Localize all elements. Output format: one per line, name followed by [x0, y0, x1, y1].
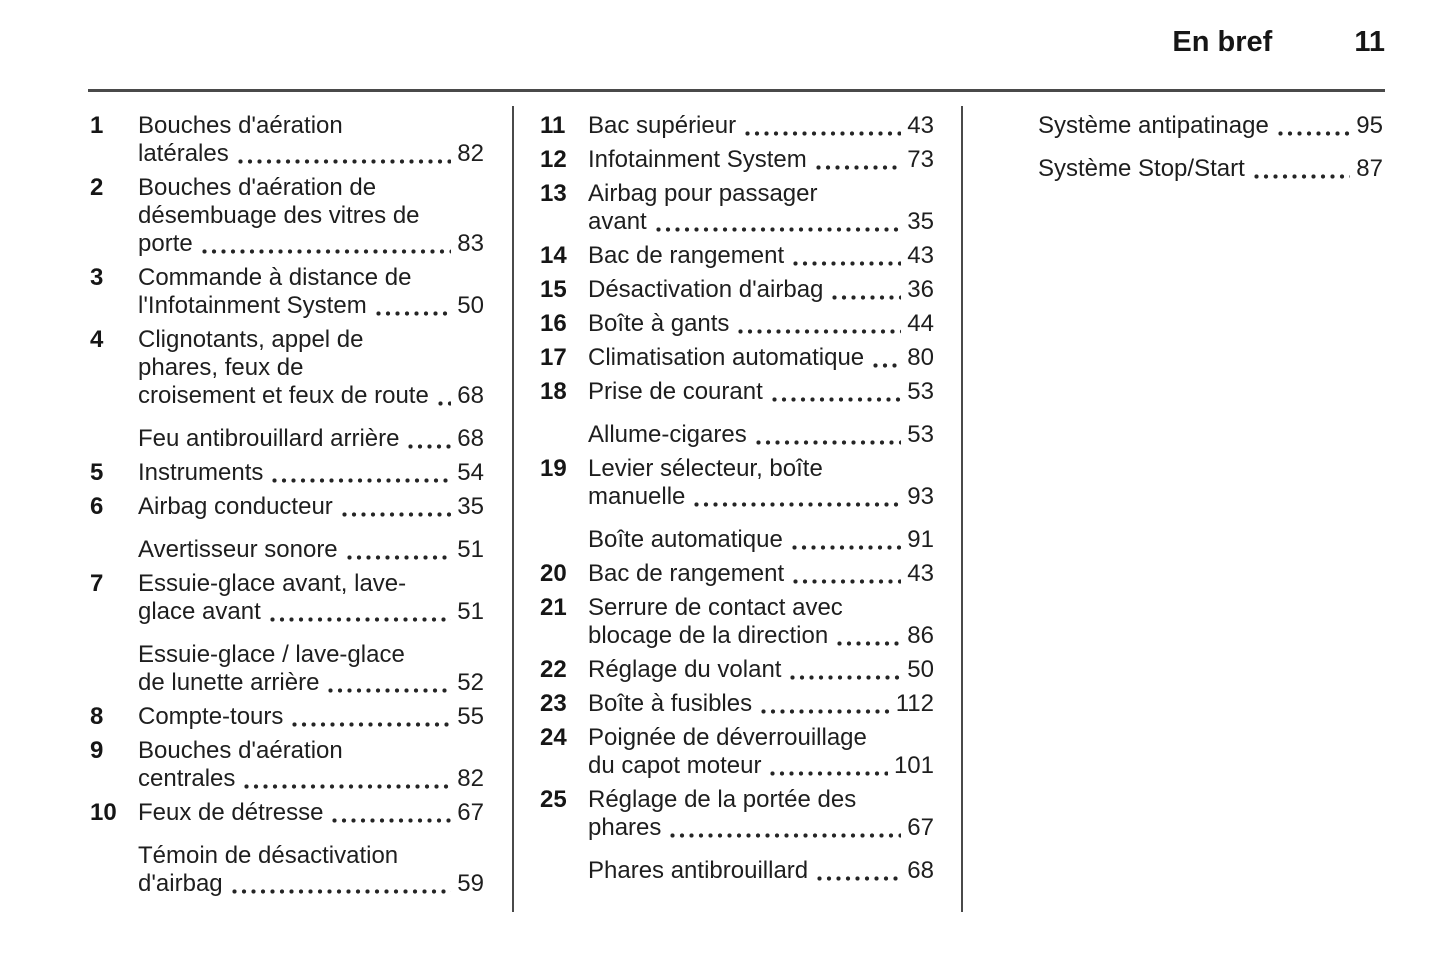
entry-text-line: Essuie-glace / lave-glace	[138, 641, 405, 668]
entry-body	[138, 326, 484, 410]
entry-last-line	[138, 870, 484, 898]
page-header	[1172, 26, 1385, 59]
entry-body	[588, 146, 934, 174]
entry-last-line	[588, 378, 934, 406]
entry-body	[138, 493, 484, 521]
toc-entry	[540, 724, 934, 780]
entry-body	[588, 656, 934, 684]
dot-leader	[745, 131, 901, 136]
entry-text-line: latérales	[138, 140, 229, 167]
entry-number: 13	[540, 180, 567, 207]
entry-number: 11	[540, 112, 566, 139]
entry-text-line: Clignotants, appel de	[138, 326, 364, 353]
entry-body	[588, 724, 934, 780]
toc-entry	[540, 378, 934, 406]
entry-text-line: Boîte automatique	[588, 526, 783, 553]
dot-leader	[347, 555, 452, 560]
toc-entry	[540, 560, 934, 588]
entry-body	[138, 425, 484, 453]
entry-number: 25	[540, 786, 567, 813]
entry-text-line: Airbag conducteur	[138, 493, 333, 520]
dot-leader	[816, 165, 902, 170]
toc-entry	[90, 536, 484, 564]
toc-entry	[540, 276, 934, 304]
entry-number: 9	[90, 737, 104, 764]
entry-page-number: 87	[1356, 155, 1383, 182]
entry-last-line	[588, 421, 934, 449]
entry-last-line	[588, 752, 934, 780]
entry-page-number: 43	[907, 560, 934, 587]
dot-leader	[292, 722, 451, 727]
entry-last-line	[588, 483, 934, 511]
entry-number: 1	[90, 112, 104, 139]
entry-last-line	[138, 140, 484, 168]
toc-column-2	[540, 112, 934, 885]
entry-number	[90, 842, 138, 898]
entry-body	[588, 786, 934, 842]
toc-entry	[90, 174, 484, 258]
entry-body	[1038, 112, 1383, 140]
dot-leader	[376, 311, 452, 316]
entry-body	[138, 737, 484, 793]
entry-page-number: 52	[457, 669, 484, 696]
entry-number: 8	[90, 703, 104, 730]
entry-page-number: 51	[457, 598, 484, 625]
entry-body	[138, 641, 484, 697]
column-divider-2	[961, 106, 963, 912]
dot-leader	[342, 512, 452, 517]
entry-text-line: Infotainment System	[588, 146, 807, 173]
dot-leader	[244, 784, 451, 789]
entry-last-line	[588, 208, 934, 236]
entry-last-line	[588, 344, 934, 372]
dot-leader	[1278, 131, 1350, 136]
entry-body	[588, 344, 934, 372]
dot-leader	[738, 329, 901, 334]
entry-page-number: 93	[907, 483, 934, 510]
entry-text-line: Bouches d'aération	[138, 112, 343, 139]
entry-body	[588, 690, 934, 718]
entry-text-line: porte	[138, 230, 193, 257]
entry-text-line: Feux de détresse	[138, 799, 324, 826]
section-title: En bref	[1172, 26, 1273, 58]
dot-leader	[272, 478, 451, 483]
entry-body	[138, 536, 484, 564]
entry-page-number: 54	[457, 459, 484, 486]
toc-entry	[90, 570, 484, 626]
dot-leader	[408, 444, 451, 449]
entry-number: 2	[90, 174, 104, 201]
entry-number	[990, 112, 1038, 140]
entry-body	[138, 570, 484, 626]
entry-last-line	[138, 669, 484, 697]
entry-text-line: Instruments	[138, 459, 264, 486]
entry-page-number: 83	[457, 230, 484, 257]
entry-last-line	[588, 310, 934, 338]
entry-text-line: phares	[588, 814, 662, 841]
toc-entry	[540, 690, 934, 718]
entry-text-line: Témoin de désactivation	[138, 842, 399, 869]
entry-number: 10	[90, 799, 117, 826]
entry-text-line: Avertisseur sonore	[138, 536, 338, 563]
entry-last-line	[588, 276, 934, 304]
entry-number: 16	[540, 310, 567, 337]
dot-leader	[332, 818, 451, 823]
entry-text-line: Bac supérieur	[588, 112, 737, 139]
entry-last-line	[1038, 112, 1383, 140]
dot-leader	[790, 675, 901, 680]
dot-leader	[656, 227, 902, 232]
dot-leader	[328, 688, 451, 693]
entry-page-number: 43	[907, 242, 934, 269]
entry-last-line	[138, 459, 484, 487]
toc-entry	[90, 703, 484, 731]
entry-last-line	[588, 146, 934, 174]
entry-page-number: 91	[907, 526, 934, 553]
toc-entry	[540, 180, 934, 236]
entry-text-line: centrales	[138, 765, 236, 792]
entry-page-number: 68	[457, 382, 484, 409]
toc-entry	[90, 425, 484, 453]
entry-last-line	[588, 526, 934, 554]
dot-leader	[270, 617, 452, 622]
dot-leader	[438, 401, 451, 406]
entry-text-line: avant	[588, 208, 647, 235]
entry-number: 15	[540, 276, 567, 303]
entry-last-line	[588, 622, 934, 650]
entry-text-line: Climatisation automatique	[588, 344, 865, 371]
dot-leader	[837, 641, 901, 646]
entry-body	[1038, 155, 1383, 183]
entry-last-line	[138, 765, 484, 793]
entry-body	[588, 310, 934, 338]
entry-last-line	[588, 690, 934, 718]
entry-page-number: 53	[907, 378, 934, 405]
toc-entry	[90, 326, 484, 410]
entry-last-line	[138, 230, 484, 258]
entry-page-number: 95	[1356, 112, 1383, 139]
entry-page-number: 101	[893, 752, 934, 779]
entry-text-line: Serrure de contact avec	[588, 594, 843, 621]
entry-text-line: manuelle	[588, 483, 686, 510]
entry-page-number: 35	[907, 208, 934, 235]
dot-leader	[202, 249, 452, 254]
entry-text-line: d'airbag	[138, 870, 223, 897]
entry-body	[588, 421, 934, 449]
toc-entry	[540, 112, 934, 140]
entry-number: 14	[540, 242, 567, 269]
entry-text-line: Compte-tours	[138, 703, 284, 730]
entry-last-line	[138, 493, 484, 521]
toc-entry	[540, 656, 934, 684]
entry-text-line: Essuie-glace avant, lave-	[138, 570, 407, 597]
toc-entry	[540, 146, 934, 174]
toc-entry	[90, 737, 484, 793]
dot-leader	[770, 771, 888, 776]
entry-number: 7	[90, 570, 104, 597]
entry-body	[588, 526, 934, 554]
entry-body	[138, 799, 484, 827]
entry-number	[90, 425, 138, 453]
entry-number	[540, 526, 588, 554]
entry-text-line: Bouches d'aération	[138, 737, 343, 764]
dot-leader	[761, 709, 890, 714]
entry-number: 6	[90, 493, 104, 520]
entry-last-line	[588, 242, 934, 270]
entry-last-line	[138, 425, 484, 453]
entry-page-number: 59	[457, 870, 484, 897]
entry-page-number: 68	[907, 857, 934, 884]
entry-last-line	[588, 560, 934, 588]
dot-leader	[694, 502, 901, 507]
entry-text-line: Bac de rangement	[588, 242, 785, 269]
entry-last-line	[588, 112, 934, 140]
toc-entry	[540, 786, 934, 842]
entry-number: 21	[540, 594, 567, 621]
entry-last-line	[588, 656, 934, 684]
dot-leader	[1254, 174, 1351, 179]
page-number: 11	[1354, 26, 1385, 58]
entry-text-line: Désactivation d'airbag	[588, 276, 824, 303]
entry-text-line: l'Infotainment System	[138, 292, 367, 319]
toc-entry	[90, 799, 484, 827]
dot-leader	[832, 295, 901, 300]
entry-text-line: Commande à distance de	[138, 264, 412, 291]
entry-page-number: 67	[457, 799, 484, 826]
toc-entry	[990, 155, 1383, 183]
entry-text-line: Prise de courant	[588, 378, 763, 405]
toc-entry	[540, 857, 934, 885]
entry-last-line	[588, 857, 934, 885]
entry-body	[138, 459, 484, 487]
entry-text-line: Boîte à gants	[588, 310, 730, 337]
toc-entry	[540, 526, 934, 554]
entry-last-line	[588, 814, 934, 842]
entry-body	[588, 112, 934, 140]
toc-column-1	[90, 112, 484, 898]
dot-leader	[793, 579, 901, 584]
entry-body	[588, 560, 934, 588]
entry-number: 18	[540, 378, 567, 405]
entry-text-line: Poignée de déverrouillage	[588, 724, 867, 751]
toc-entry	[990, 112, 1383, 140]
entry-text-line: Feu antibrouillard arrière	[138, 425, 400, 452]
entry-text-line: blocage de la direction	[588, 622, 829, 649]
entry-body	[138, 703, 484, 731]
header-rule	[88, 89, 1385, 92]
toc-entry	[540, 242, 934, 270]
entry-number	[540, 857, 588, 885]
toc-entry	[90, 842, 484, 898]
entry-text-line: de lunette arrière	[138, 669, 320, 696]
entry-page-number: 36	[907, 276, 934, 303]
entry-number	[90, 536, 138, 564]
entry-body	[138, 174, 484, 258]
entry-page-number: 43	[907, 112, 934, 139]
entry-number	[990, 155, 1038, 183]
toc-entry	[90, 641, 484, 697]
entry-page-number: 112	[895, 690, 934, 717]
entry-page-number: 86	[907, 622, 934, 649]
entry-page-number: 44	[907, 310, 934, 337]
entry-body	[588, 242, 934, 270]
dot-leader	[756, 440, 902, 445]
entry-text-line: glace avant	[138, 598, 261, 625]
entry-number	[540, 421, 588, 449]
entry-page-number: 82	[457, 765, 484, 792]
entry-page-number: 50	[907, 656, 934, 683]
toc-entry	[90, 459, 484, 487]
dot-leader	[793, 261, 901, 266]
entry-last-line	[138, 382, 484, 410]
toc-entry	[540, 594, 934, 650]
entry-body	[588, 455, 934, 511]
dot-leader	[232, 889, 452, 894]
entry-text-line: Phares antibrouillard	[588, 857, 809, 884]
entry-number: 20	[540, 560, 567, 587]
toc-entry	[540, 421, 934, 449]
entry-body	[138, 264, 484, 320]
toc-entry	[90, 264, 484, 320]
entry-body	[588, 594, 934, 650]
entry-body	[588, 180, 934, 236]
entry-text-line: Airbag pour passager	[588, 180, 818, 207]
toc-entry	[90, 112, 484, 168]
entry-text-line: Bac de rangement	[588, 560, 785, 587]
entry-page-number: 82	[457, 140, 484, 167]
toc-column-3	[990, 112, 1383, 183]
toc-entry	[90, 493, 484, 521]
entry-body	[138, 842, 484, 898]
dot-leader	[670, 833, 901, 838]
entry-number: 4	[90, 326, 104, 353]
entry-text-line: Réglage du volant	[588, 656, 782, 683]
entry-last-line	[138, 703, 484, 731]
entry-text-line: du capot moteur	[588, 752, 762, 779]
entry-number: 17	[540, 344, 567, 371]
entry-text-line: croisement et feux de route	[138, 382, 429, 409]
entry-text-line: désembuage des vitres de	[138, 202, 420, 229]
entry-page-number: 51	[457, 536, 484, 563]
entry-body	[588, 378, 934, 406]
entry-body	[138, 112, 484, 168]
entry-number: 22	[540, 656, 567, 683]
entry-page-number: 55	[457, 703, 484, 730]
entry-text-line: Réglage de la portée des	[588, 786, 857, 813]
entry-last-line	[138, 292, 484, 320]
entry-number: 23	[540, 690, 567, 717]
entry-last-line	[138, 536, 484, 564]
entry-page-number: 80	[907, 344, 934, 371]
dot-leader	[238, 159, 452, 164]
entry-text-line: Levier sélecteur, boîte	[588, 455, 823, 482]
entry-number: 12	[540, 146, 567, 173]
toc-entry	[540, 344, 934, 372]
entry-text-line: phares, feux de	[138, 354, 304, 381]
entry-page-number: 50	[457, 292, 484, 319]
dot-leader	[873, 363, 901, 368]
dot-leader	[817, 876, 901, 881]
entry-body	[588, 276, 934, 304]
toc-entry	[540, 455, 934, 511]
dot-leader	[792, 545, 901, 550]
entry-number: 19	[540, 455, 567, 482]
entry-page-number: 67	[907, 814, 934, 841]
entry-text-line: Système antipatinage	[1038, 112, 1269, 139]
column-divider-1	[512, 106, 514, 912]
entry-page-number: 68	[457, 425, 484, 452]
entry-number	[90, 641, 138, 697]
entry-text-line: Système Stop/Start	[1038, 155, 1245, 182]
entry-number: 24	[540, 724, 567, 751]
entry-page-number: 35	[457, 493, 484, 520]
entry-page-number: 73	[907, 146, 934, 173]
entry-last-line	[1038, 155, 1383, 183]
entry-text-line: Boîte à fusibles	[588, 690, 753, 717]
entry-text-line: Bouches d'aération de	[138, 174, 377, 201]
entry-number: 5	[90, 459, 104, 486]
entry-last-line	[138, 799, 484, 827]
entry-body	[588, 857, 934, 885]
entry-page-number: 53	[907, 421, 934, 448]
entry-text-line: Allume-cigares	[588, 421, 747, 448]
entry-last-line	[138, 598, 484, 626]
dot-leader	[772, 397, 902, 402]
entry-number: 3	[90, 264, 104, 291]
toc-entry	[540, 310, 934, 338]
